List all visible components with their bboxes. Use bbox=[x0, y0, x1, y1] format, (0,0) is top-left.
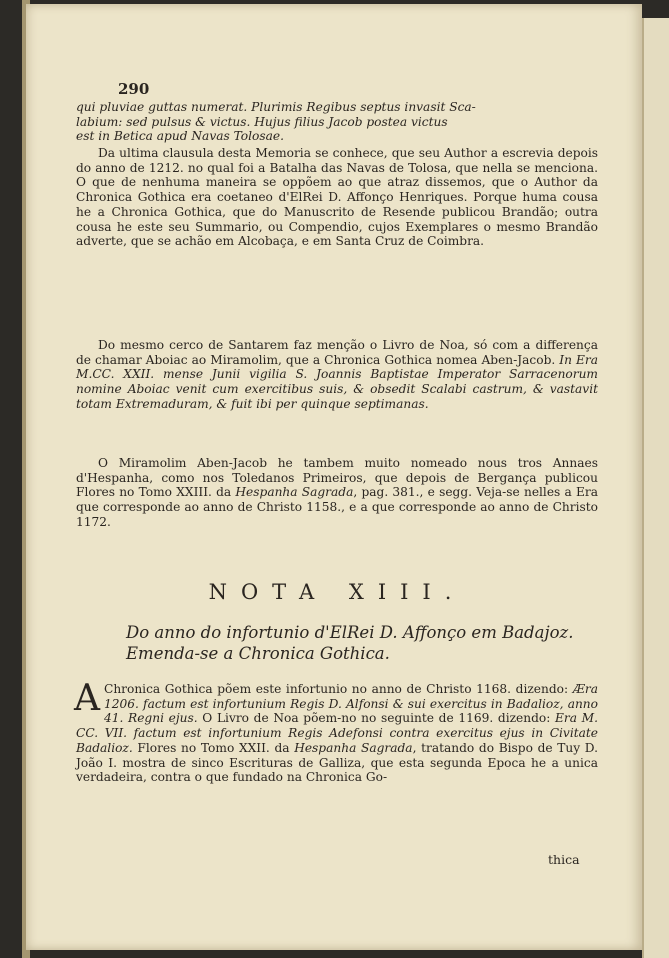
text-span: , tratando do Bispo de Tuy D. João I. mostra de sinco Escrituras de Galliza, que esta segunda Epoca he a unica verdadeira, contra o que fundado na Chronica Go- bbox=[76, 740, 599, 785]
latin-line: est in Betica apud Navas Tolosae. bbox=[76, 129, 284, 144]
paragraph-text: Da ultima clausula desta Memoria se conhece, que seu Author a escrevia depois do anno de 1212. no qual foi a Batalha das Navas de Tolosa, que nella se menciona. O que de nenhuma maneira se oppõem ao que atraz dissemos, que o Author da Chronica Gothica era coetaneo d'ElRei D. Affonço Henriques. Porque huma cousa he a Chronica Gothica, que do Manuscrito de Resende publicou Brandão; outra cousa he este seu Summario, ou Compendio, cujos Exemplares o mesmo Brandão adverte, que se achão em Alcobaça, e em Santa Cruz de Coimbra. bbox=[76, 146, 598, 249]
latin-span: Era M. CC. VII. factum est infortunium Regis Adefonsi contra exercitus ejus in Civitate Badalioz. bbox=[76, 711, 599, 755]
paragraph-text bbox=[76, 338, 598, 412]
drop-cap: A bbox=[74, 678, 100, 719]
nota-heading: NOTA XIII. bbox=[208, 580, 466, 604]
latin-line: qui pluviae guttas numerat. Plurimis Regibus septus invasit Sca- bbox=[76, 100, 476, 114]
nota-subtitle: Do anno do infortunio d'ElRei D. Affonço em Badajoz. Emenda-se a Chronica Gothica. bbox=[126, 623, 574, 663]
paragraph-3 bbox=[76, 456, 598, 530]
paragraph-text bbox=[76, 456, 598, 530]
catchword: thica bbox=[548, 852, 580, 867]
title-span: Hespanha Sagrada bbox=[235, 485, 354, 500]
text-span: , pag. 381., e segg. Veja-se nelles a Era que corresponde ao anno de Christo 1158., e a que corresponde ao anno de Christo 1172. bbox=[76, 485, 598, 529]
text-span: Chronica Gothica põem este infortunio no anno de Christo 1168. dizendo: bbox=[104, 682, 569, 696]
text-span: Do mesmo cerco de Santarem faz menção o Livro de Noa, só com a differença de chamar Aboiac ao Miramolim, que a Chronica Gothica nomea Aben-Jacob. bbox=[76, 338, 598, 367]
facing-page-edge bbox=[642, 18, 669, 958]
paragraph-text bbox=[74, 678, 599, 785]
text-span: O Livro de Noa põem-no no seguinte de 1169. dizendo: bbox=[202, 711, 551, 726]
text-span: O Miramolim Aben-Jacob he tambem muito nomeado nous tros Annaes d'Hespanha, como nos Toledanos Primeiros, que depois de Bergança publicou Flores no Tomo XXIII. da bbox=[76, 456, 598, 500]
latin-span: In Era M.CC. XXII. mense Junii vigilia S. Joannis Baptistae Imperator Sarracenorum nomine Aboiac venit cum exercitibus suis, & obsedit Scalabi castrum, & vastavit totam Extremaduram, & fuit ibi per quinque septimanas. bbox=[76, 352, 598, 411]
paragraph-1 bbox=[76, 146, 598, 249]
page-number: 290 bbox=[118, 80, 150, 98]
title-span: Hespanha Sagrada bbox=[294, 740, 413, 755]
paragraph-2 bbox=[76, 338, 598, 412]
paragraph-4 bbox=[74, 678, 599, 785]
latin-quote-block bbox=[76, 100, 598, 144]
latin-span: Æra 1206. factum est infortunium Regis D. Alfonsi & sui exercitus in Badalioz, anno 41. Regni ejus. bbox=[104, 682, 598, 726]
text-span: Flores no Tomo XXII. da bbox=[137, 740, 290, 755]
latin-line: labium: sed pulsus & victus. Hujus filius Jacob postea victus bbox=[76, 114, 448, 129]
